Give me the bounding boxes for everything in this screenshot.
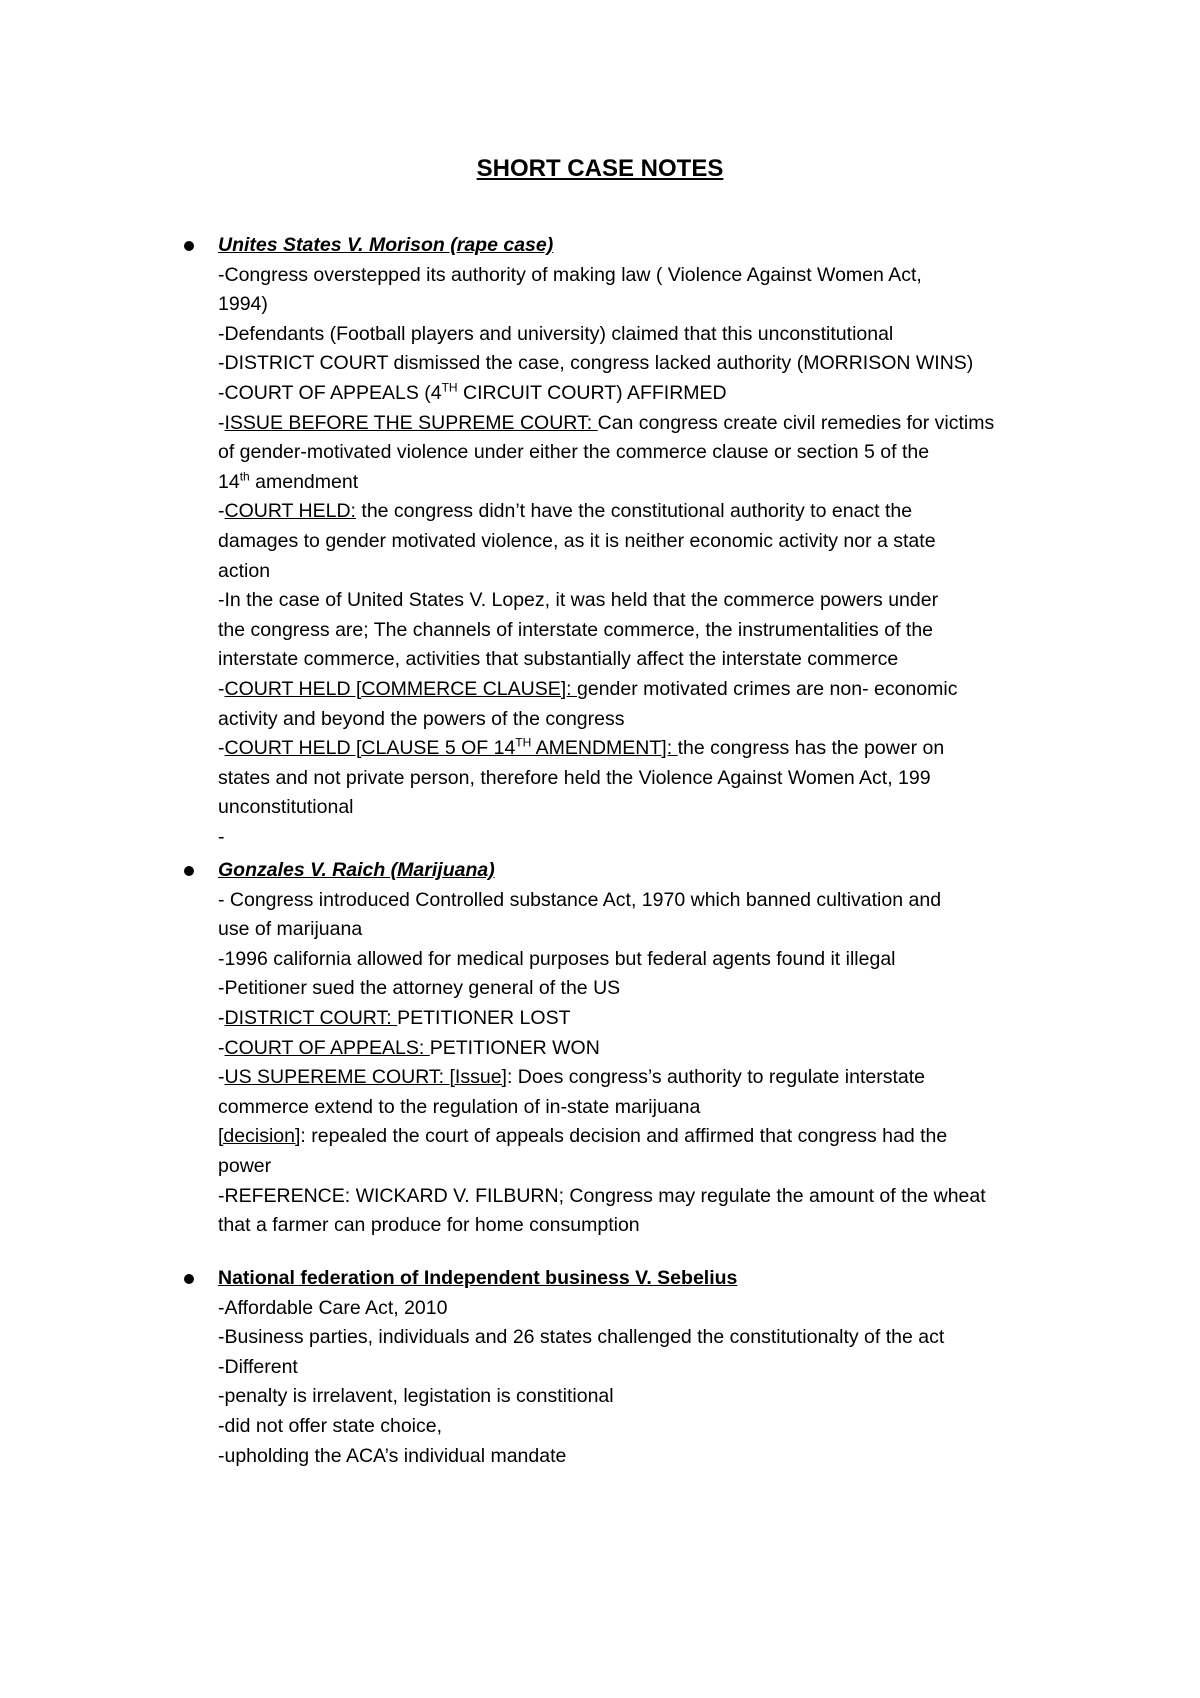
note-line: - xyxy=(218,825,225,848)
note-line: the congress are; The channels of interstate commerce, the instrumentalities of the xyxy=(218,618,934,641)
note-line: -Defendants (Football players and university) claimed that this unconstitutional xyxy=(218,322,894,345)
note-line: -penalty is irrelavent, legistation is constitional xyxy=(218,1385,614,1408)
note-line: states and not private person, therefore held the Violence Against Women Act, 199 xyxy=(218,766,931,789)
note-line: -ISSUE BEFORE THE SUPREME COURT: Can congress create civil remedies for victims xyxy=(218,411,995,434)
note-line: -DISTRICT COURT dismissed the case, congress lacked authority (MORRISON WINS) xyxy=(218,352,974,375)
note-line: -upholding the ACA’s individual mandate xyxy=(218,1444,567,1467)
case-heading: Gonzales V. Raich (Marijuana) xyxy=(218,859,495,881)
note-line: -COURT HELD: the congress didn’t have the constitutional authority to enact the xyxy=(218,500,913,523)
note-line: -COURT HELD [COMMERCE CLAUSE]: gender motivated crimes are non- economic xyxy=(218,677,958,700)
case-section-gonzales xyxy=(218,856,1078,1241)
note-line: interstate commerce, activities that substantially affect the interstate commerce xyxy=(218,648,899,671)
note-line: -Business parties, individuals and 26 states challenged the constitutionalty of the act xyxy=(218,1326,945,1349)
note-line: of gender-motivated violence under either the commerce clause or section 5 of the xyxy=(218,441,930,464)
note-line: -did not offer state choice, xyxy=(218,1414,443,1437)
note-line: commerce extend to the regulation of in-state marijuana xyxy=(218,1095,701,1118)
case-heading: Unites States V. Morison (rape case) xyxy=(218,234,554,256)
note-line: [decision]: repealed the court of appeals decision and affirmed that congress had the xyxy=(218,1125,948,1148)
note-line: unconstitutional xyxy=(218,796,354,819)
note-line: -COURT OF APPEALS: PETITIONER WON xyxy=(218,1036,600,1059)
bullet-icon xyxy=(184,1274,194,1284)
note-line: -US SUPEREME COURT: [Issue]: Does congress’s authority to regulate interstate xyxy=(218,1066,925,1089)
note-line: -COURT OF APPEALS (4TH CIRCUIT COURT) AFFIRMED xyxy=(218,380,727,404)
note-line: -DISTRICT COURT: PETITIONER LOST xyxy=(218,1006,571,1029)
note-line: damages to gender motivated violence, as it is neither economic activity nor a state xyxy=(218,529,936,552)
note-line: -Affordable Care Act, 2010 xyxy=(218,1296,448,1319)
note-line: - Congress introduced Controlled substance Act, 1970 which banned cultivation and xyxy=(218,888,942,911)
note-line: -Different xyxy=(218,1355,298,1378)
note-line: activity and beyond the powers of the congress xyxy=(218,707,625,730)
bullet-icon xyxy=(184,866,194,876)
note-line: -Congress overstepped its authority of making law ( Violence Against Women Act, xyxy=(218,263,922,286)
note-line: -1996 california allowed for medical purposes but federal agents found it illegal xyxy=(218,947,896,970)
bullet-icon xyxy=(184,241,194,251)
note-line: that a farmer can produce for home consumption xyxy=(218,1214,640,1237)
case-section-sebelius xyxy=(218,1264,1078,1471)
note-line: 1994) xyxy=(218,293,268,316)
case-heading: National federation of Independent business V. Sebelius xyxy=(218,1267,738,1289)
note-line: use of marijuana xyxy=(218,918,363,941)
case-section-morrison xyxy=(218,231,1078,852)
note-line: power xyxy=(218,1154,272,1177)
note-line: action xyxy=(218,559,271,582)
note-line: 14th amendment xyxy=(218,469,359,493)
note-line: -In the case of United States V. Lopez, it was held that the commerce powers under xyxy=(218,589,939,612)
note-line: -Petitioner sued the attorney general of the US xyxy=(218,977,621,1000)
page-title: SHORT CASE NOTES xyxy=(476,155,724,182)
note-line: -REFERENCE: WICKARD V. FILBURN; Congress may regulate the amount of the wheat xyxy=(218,1184,986,1207)
note-line: -COURT HELD [CLAUSE 5 OF 14TH AMENDMENT]: the congress has the power on xyxy=(218,735,945,760)
